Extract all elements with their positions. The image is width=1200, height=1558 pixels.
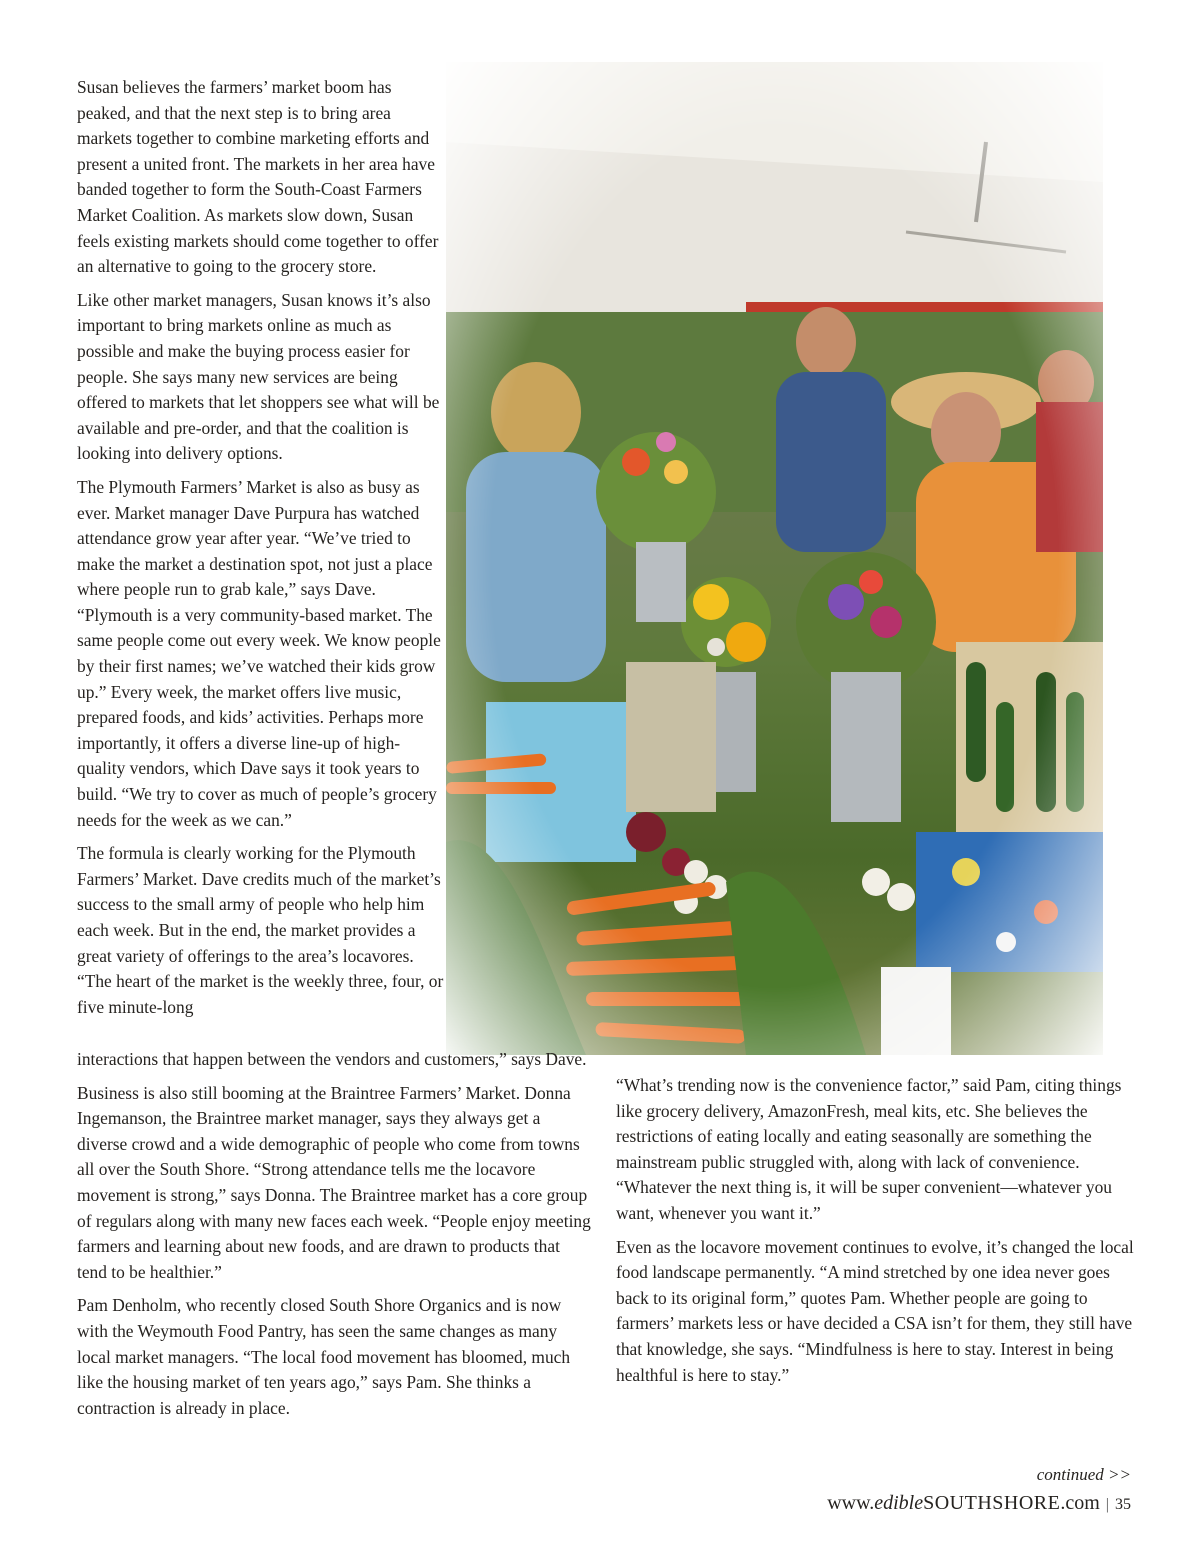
paragraph: interactions that happen between the vendors and customers,” says Dave. [77,1049,587,1069]
farmers-market-photo [446,62,1103,1055]
paragraph: Business is also still booming at the Braintree Farmers’ Market. Donna Ingemanson, the Braintree market manager, says they always get a diverse crowd and a wide demographic of people who come from towns all over the South Shore. “Strong attendance tells me the locavore movement is strong,” says Donna. The Braintree market has a core group of regulars along with many new faces each week. “People enjoy meeting farmers and learning about new foods, and are drawn to products that tend to be healthier.” [77,1082,591,1282]
article-column-bottom-right [616,1073,1136,1396]
article-column-bottom-left [77,1047,593,1429]
continued-marker: continued >> [1036,1465,1131,1484]
page-footer [827,1492,1131,1515]
article-column-top [77,75,447,1028]
url-brand-italic: edible [874,1492,924,1514]
footer-separator: | [1105,1496,1109,1513]
paragraph: The Plymouth Farmers’ Market is also as busy as ever. Market manager Dave Purpura has watched attendance grow year after year. “We’ve tried to make the market a destination spot, not just a place where people run to grab kale,” says Dave. “Plymouth is a very community-based market. The same people come out every week. We know people by their first names; we’ve watched their kids grow up.” Every week, the market offers live music, prepared foods, and kids’ activities. Perhaps more importantly, it offers a diverse line-up of high-quality vendors, which Dave says it took years to build. “We try to cover as much of people’s grocery needs for the week as we can.” [77,476,441,830]
paragraph: Pam Denholm, who recently closed South Shore Organics and is now with the Weymouth Food Pantry, has seen the same changes as many local market managers. “The local food movement has bloomed, much like the housing market of ten years ago,” says Pam. She thinks a contraction is already in place. [77,1295,571,1418]
url-brand-caps: SOUTHSHORE [923,1492,1061,1514]
paragraph: Even as the locavore movement continues to evolve, it’s changed the local food landscape permanently. “A mind stretched by one idea never goes back to its original form,” quotes Pam. Whether people are going to farmers’ markets less or have decided a CSA isn’t for them, they still have that knowledge, she says. “Mindfulness is here to stay. Interest in being healthful is here to stay.” [616,1236,1134,1385]
paragraph: Like other market managers, Susan knows it’s also important to bring markets online as much as possible and make the buying process easier for people. She says many new services are being offered to markets that let shoppers see what will be available and pre-order, and that the coalition is looking into delivery options. [77,289,440,464]
page-number: 35 [1115,1496,1131,1513]
farmers-market-stall-photo-icon [446,62,1103,1055]
paragraph: The formula is clearly working for the Plymouth Farmers’ Market. Dave credits much of the market’s success to the small army of people who help him each week. But in the end, the market provides a great variety of offerings to the area’s locavores. “The heart of the market is the weekly three, four, or five minute-long [77,843,444,1017]
url-suffix: .com [1060,1492,1100,1514]
footer-url [827,1492,1100,1514]
url-prefix: www. [827,1492,875,1514]
paragraph: Susan believes the farmers’ market boom has peaked, and that the next step is to bring area markets together to combine marketing efforts and present a united front. The markets in her area have banded together to form the South-Coast Farmers Market Coalition. As markets slow down, Susan feels existing markets should come together to offer an alternative to going to the grocery store. [77,77,439,277]
paragraph: “What’s trending now is the convenience factor,” said Pam, citing things like grocery delivery, AmazonFresh, meal kits, etc. She believes the restrictions of eating locally and eating seasonally are something the mainstream public struggled with, along with lack of convenience. “Whatever the next thing is, it will be super convenient—whatever you want, whenever you want it.” [616,1075,1122,1223]
